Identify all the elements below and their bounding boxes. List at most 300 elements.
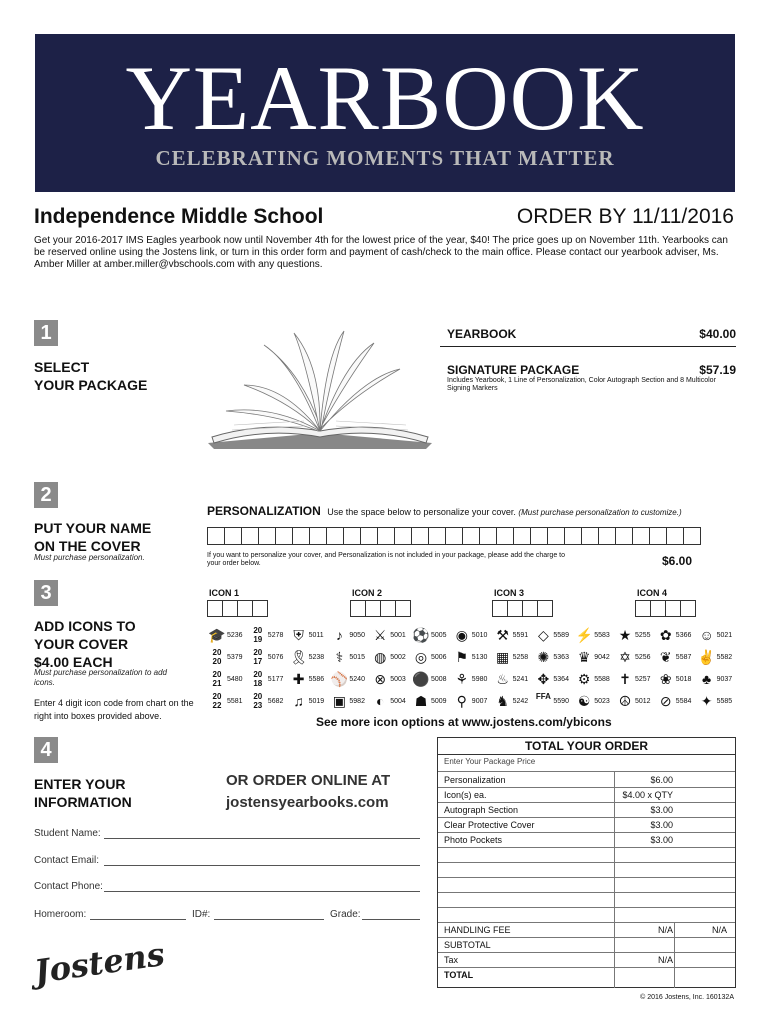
personalization-input-boxes[interactable] bbox=[207, 527, 700, 545]
icon-symbol-icon: ❦ bbox=[659, 649, 672, 665]
digit-box[interactable] bbox=[365, 600, 381, 617]
icon-option bbox=[329, 648, 365, 666]
icon-symbol-icon: ◎ bbox=[414, 649, 428, 665]
icon-1-label: ICON 1 bbox=[209, 588, 240, 598]
step-2-heading-line2: ON THE COVER bbox=[34, 538, 141, 554]
total-line-price: $3.00 bbox=[650, 835, 673, 845]
icon-option bbox=[370, 626, 406, 644]
icon-code: 9037 bbox=[716, 675, 733, 683]
icon-symbol-icon: 20 23 bbox=[253, 692, 263, 710]
icon-symbol-icon: ▦ bbox=[495, 649, 510, 665]
icon-symbol-icon: ⚲ bbox=[456, 693, 467, 709]
icon-3-boxes[interactable] bbox=[492, 600, 552, 617]
icon-symbol-icon: ✝ bbox=[619, 671, 631, 687]
personalization-desc: Use the space below to personalize your cover. bbox=[327, 507, 516, 517]
icon-option bbox=[493, 626, 529, 644]
icon-code: 5011 bbox=[308, 631, 324, 639]
icon-code: 5021 bbox=[716, 631, 733, 639]
icon-code: 5023 bbox=[594, 697, 610, 705]
icon-option bbox=[533, 626, 569, 644]
package-yearbook-price: $40.00 bbox=[699, 327, 736, 341]
digit-box[interactable] bbox=[395, 600, 411, 617]
icon-symbol-icon: ♛ bbox=[577, 649, 591, 665]
icon-3-label: ICON 3 bbox=[494, 588, 525, 598]
icon-option bbox=[615, 626, 651, 644]
icon-symbol-icon: ⚔ bbox=[373, 627, 387, 643]
personalization-desc-italic: (Must purchase personalization to customize.) bbox=[518, 508, 682, 517]
total-order-table bbox=[437, 737, 736, 988]
icon-code: 5241 bbox=[512, 675, 529, 683]
icon-option bbox=[697, 670, 733, 688]
step-3-note: Must purchase personalization to add icons. bbox=[34, 668, 167, 687]
digit-box[interactable] bbox=[222, 600, 238, 617]
letter-box[interactable] bbox=[275, 527, 293, 545]
icon-symbol-icon: ⊘ bbox=[659, 693, 672, 709]
icon-code: 9042 bbox=[594, 653, 610, 661]
total-line-label: Personalization bbox=[444, 775, 506, 785]
icon-symbol-icon: ◉ bbox=[455, 627, 468, 643]
icon-symbol-icon: ✦ bbox=[700, 693, 713, 709]
icon-symbol-icon: ♣ bbox=[702, 671, 712, 687]
letter-box[interactable] bbox=[564, 527, 582, 545]
contact-phone-label: Contact Phone: bbox=[34, 881, 103, 892]
icon-option bbox=[452, 670, 488, 688]
icon-symbol-icon: FFA bbox=[535, 692, 551, 701]
step-2-heading-line1: PUT YOUR NAME bbox=[34, 520, 152, 536]
icon-option bbox=[574, 692, 610, 710]
step-4-heading bbox=[34, 775, 132, 811]
letter-box[interactable] bbox=[241, 527, 259, 545]
icon-option bbox=[329, 670, 365, 688]
digit-box[interactable] bbox=[507, 600, 523, 617]
icon-symbol-icon: 20 20 bbox=[212, 648, 222, 666]
icon-code: 5585 bbox=[716, 697, 733, 705]
icon-symbol-icon: ✿ bbox=[659, 627, 672, 643]
icon-code: 5001 bbox=[390, 631, 406, 639]
icon-option bbox=[697, 626, 733, 644]
letter-box[interactable] bbox=[547, 527, 565, 545]
handling-fee-label: HANDLING FEE bbox=[444, 925, 511, 935]
divider bbox=[674, 923, 675, 988]
icon-code: 5008 bbox=[431, 675, 447, 683]
icon-option bbox=[656, 670, 692, 688]
icon-option bbox=[493, 692, 529, 710]
icon-option bbox=[452, 626, 488, 644]
icon-option bbox=[493, 670, 529, 688]
banner-title: YEARBOOK bbox=[125, 47, 645, 149]
handling-fee-row bbox=[438, 923, 735, 938]
icon-symbol-icon: ★ bbox=[618, 627, 632, 643]
letter-box[interactable] bbox=[649, 527, 667, 545]
divider bbox=[614, 772, 615, 988]
icon-code: 5584 bbox=[675, 697, 692, 705]
package-price-row[interactable] bbox=[438, 755, 735, 772]
icon-code: 5236 bbox=[227, 631, 243, 639]
personalization-fee-note: If you want to personalize your cover, and Personalization is not included in your package, please add the charge to your order below. bbox=[207, 552, 566, 567]
icon-symbol-icon: ⚒ bbox=[496, 627, 509, 643]
icon-option bbox=[289, 670, 325, 688]
letter-box[interactable] bbox=[326, 527, 344, 545]
icon-option bbox=[329, 626, 365, 644]
total-row[interactable] bbox=[438, 968, 735, 983]
icon-code: 5003 bbox=[390, 675, 406, 683]
letter-box[interactable] bbox=[343, 527, 361, 545]
step-3-heading-line2: YOUR COVER bbox=[34, 636, 129, 652]
icon-symbol-icon: 20 17 bbox=[253, 648, 263, 666]
letter-box[interactable] bbox=[411, 527, 429, 545]
icon-code: 5583 bbox=[594, 631, 610, 639]
subtotal-label: SUBTOTAL bbox=[444, 940, 491, 950]
icon-symbol-icon: 20 18 bbox=[253, 670, 263, 688]
open-book-image bbox=[204, 325, 436, 450]
icon-code: 5587 bbox=[675, 653, 692, 661]
package-yearbook-label: YEARBOOK bbox=[447, 327, 517, 341]
letter-box[interactable] bbox=[632, 527, 650, 545]
icon-option bbox=[411, 626, 447, 644]
icon-code: 5002 bbox=[390, 653, 406, 661]
icon-code: 5980 bbox=[471, 675, 488, 683]
student-name-field[interactable] bbox=[104, 838, 420, 839]
step-1-heading-line2: YOUR PACKAGE bbox=[34, 377, 148, 393]
icon-option bbox=[615, 692, 651, 710]
digit-box[interactable] bbox=[350, 600, 366, 617]
intro-text: Get your 2016-2017 IMS Eagles yearbook now until November 4th for the lowest price of the year, $40! The price goes up on November 11th. Yearbooks can be reserved online using the Jostens link, or turn in this order form and payment of cash/check to the main office. Please contact our yearbook adviser, Ms. Amber Miller at amber.miller@vbschools.com with any questions. bbox=[34, 235, 728, 270]
icon-code: 5258 bbox=[512, 653, 529, 661]
total-table-title: TOTAL YOUR ORDER bbox=[438, 738, 735, 755]
total-line-row[interactable] bbox=[438, 833, 735, 848]
icon-option bbox=[574, 670, 610, 688]
jostens-logo: Jostens bbox=[31, 935, 167, 991]
package-signature-desc: Includes Yearbook, 1 Line of Personalization, Color Autograph Section and 8 Multicolor Signing Markers bbox=[447, 377, 716, 392]
digit-box[interactable] bbox=[207, 600, 223, 617]
icon-code: 5586 bbox=[308, 675, 325, 683]
icon-symbol-icon: ⚾ bbox=[330, 671, 349, 687]
icon-code: 5242 bbox=[512, 697, 529, 705]
step-3-price: $4.00 EACH bbox=[34, 654, 113, 670]
icon-symbol-icon: 20 21 bbox=[212, 670, 222, 688]
total-line-price: $4.00 x QTY bbox=[622, 790, 673, 800]
letter-box[interactable] bbox=[479, 527, 497, 545]
total-line-price: $6.00 bbox=[650, 775, 673, 785]
letter-box[interactable] bbox=[462, 527, 480, 545]
step-4-number: 4 bbox=[34, 737, 58, 763]
icon-option bbox=[207, 670, 243, 688]
tax-value: N/A bbox=[657, 955, 673, 965]
icon-symbol-icon: ✌ bbox=[697, 649, 716, 665]
total-line-row[interactable] bbox=[438, 803, 735, 818]
step-2-heading bbox=[34, 519, 151, 555]
total-line-label: Clear Protective Cover bbox=[444, 820, 535, 830]
package-signature-label: SIGNATURE PACKAGE bbox=[447, 363, 580, 377]
icon-symbol-icon: ◍ bbox=[374, 649, 387, 665]
digit-box[interactable] bbox=[380, 600, 396, 617]
personalization-title-row bbox=[207, 504, 737, 518]
letter-box[interactable] bbox=[496, 527, 514, 545]
step-2-note: Must purchase personalization. bbox=[34, 553, 145, 562]
total-label: TOTAL bbox=[444, 970, 474, 980]
icon-symbol-icon: ✥ bbox=[537, 671, 550, 687]
personalization-fee: $6.00 bbox=[661, 554, 692, 568]
letter-box[interactable] bbox=[394, 527, 412, 545]
digit-box[interactable] bbox=[680, 600, 696, 617]
icon-symbol-icon: ✚ bbox=[292, 671, 305, 687]
icon-option bbox=[697, 648, 733, 666]
icon-code: 5255 bbox=[635, 631, 651, 639]
blank-row[interactable] bbox=[438, 878, 735, 893]
icon-symbol-icon: ⛨ bbox=[293, 627, 304, 643]
letter-box[interactable] bbox=[292, 527, 310, 545]
school-name: Independence Middle School bbox=[34, 205, 324, 228]
total-line-price: $3.00 bbox=[650, 805, 673, 815]
digit-box[interactable] bbox=[635, 600, 651, 617]
icon-code: 5379 bbox=[227, 653, 243, 661]
step-4-heading-line1: ENTER YOUR bbox=[34, 776, 126, 792]
icon-option bbox=[452, 648, 488, 666]
icon-code: 5364 bbox=[553, 675, 569, 683]
icon-option bbox=[533, 670, 569, 688]
icon-option bbox=[656, 692, 692, 710]
icon-option bbox=[289, 648, 325, 666]
letter-box[interactable] bbox=[513, 527, 531, 545]
contact-email-label: Contact Email: bbox=[34, 855, 100, 866]
icon-code: 5366 bbox=[675, 631, 692, 639]
icon-symbol-icon: ♞ bbox=[496, 693, 509, 709]
icon-option bbox=[615, 648, 651, 666]
icon-symbol-icon: ☮ bbox=[618, 693, 632, 709]
icon-option bbox=[248, 670, 284, 688]
icon-code: 9007 bbox=[471, 697, 488, 705]
icon-symbol-icon: ♫ bbox=[293, 693, 304, 709]
letter-box[interactable] bbox=[598, 527, 616, 545]
icon-code: 5076 bbox=[267, 653, 284, 661]
total-line-price: $3.00 bbox=[650, 820, 673, 830]
icon-code: 5004 bbox=[390, 697, 406, 705]
digit-box[interactable] bbox=[665, 600, 681, 617]
icon-option bbox=[411, 692, 447, 710]
digit-box[interactable] bbox=[237, 600, 253, 617]
letter-box[interactable] bbox=[377, 527, 395, 545]
letter-box[interactable] bbox=[615, 527, 633, 545]
letter-box[interactable] bbox=[360, 527, 378, 545]
personalization-title: PERSONALIZATION bbox=[207, 504, 321, 518]
letter-box[interactable] bbox=[683, 527, 701, 545]
total-line-row[interactable] bbox=[438, 818, 735, 833]
icon-option bbox=[452, 692, 488, 710]
icon-4-label: ICON 4 bbox=[637, 588, 668, 598]
letter-box[interactable] bbox=[207, 527, 225, 545]
icon-symbol-icon: 20 19 bbox=[253, 626, 263, 644]
icon-code: 5015 bbox=[349, 653, 365, 661]
icon-option bbox=[207, 648, 243, 666]
digit-box[interactable] bbox=[537, 600, 553, 617]
icon-code: 5010 bbox=[471, 631, 488, 639]
yearbook-banner bbox=[35, 34, 735, 192]
icon-symbol-icon: 🎓 bbox=[208, 627, 226, 643]
icon-code: 5238 bbox=[308, 653, 325, 661]
icon-code: 5130 bbox=[471, 653, 488, 661]
icon-option bbox=[656, 648, 692, 666]
contact-phone-field[interactable] bbox=[104, 891, 420, 892]
icon-symbol-icon: 20 22 bbox=[212, 692, 222, 710]
step-3-heading-line1: ADD ICONS TO bbox=[34, 618, 136, 634]
icon-code: 5589 bbox=[553, 631, 569, 639]
more-icons-link[interactable]: See more icon options at www.jostens.com/ybicons bbox=[316, 715, 612, 729]
package-signature-price: $57.19 bbox=[699, 363, 736, 377]
icon-code: 5006 bbox=[431, 653, 447, 661]
letter-box[interactable] bbox=[445, 527, 463, 545]
package-price-hint: Enter Your Package Price bbox=[444, 757, 536, 766]
order-deadline: ORDER BY 11/11/2016 bbox=[516, 205, 734, 228]
letter-box[interactable] bbox=[258, 527, 276, 545]
tax-label: Tax bbox=[444, 955, 459, 965]
icon-code: 5009 bbox=[431, 697, 447, 705]
icon-4-boxes[interactable] bbox=[635, 600, 695, 617]
step-1-heading-line1: SELECT bbox=[34, 359, 90, 375]
digit-box[interactable] bbox=[650, 600, 666, 617]
icon-symbol-icon: ◇ bbox=[538, 627, 549, 643]
step-4-heading-line2: INFORMATION bbox=[34, 794, 132, 810]
icon-symbol-icon: ⚑ bbox=[455, 649, 469, 665]
divider bbox=[440, 346, 736, 347]
icon-option bbox=[411, 648, 447, 666]
icon-symbol-icon: ☺ bbox=[699, 627, 714, 643]
order-online-label: OR ORDER ONLINE AT bbox=[226, 772, 391, 789]
icon-code: 5278 bbox=[267, 631, 284, 639]
icon-option bbox=[289, 626, 324, 644]
copyright: © 2016 Jostens, Inc. 160132A bbox=[640, 994, 734, 1001]
digit-box[interactable] bbox=[522, 600, 538, 617]
icon-option bbox=[533, 648, 569, 666]
icon-option bbox=[533, 692, 569, 710]
icon-option bbox=[574, 648, 610, 666]
icon-code: 5363 bbox=[553, 653, 569, 661]
letter-box[interactable] bbox=[224, 527, 242, 545]
step-3-instructions: Enter 4 digit icon code from chart on the right into boxes provided above. bbox=[34, 698, 194, 721]
icon-1-boxes[interactable] bbox=[207, 600, 267, 617]
icon-symbol-icon: ⚡ bbox=[575, 627, 593, 643]
icon-symbol-icon: ⚽ bbox=[412, 627, 430, 643]
icon-code: 9050 bbox=[349, 631, 365, 639]
step-2-number: 2 bbox=[34, 482, 58, 508]
letter-box[interactable] bbox=[309, 527, 327, 545]
digit-box[interactable] bbox=[492, 600, 508, 617]
step-3-number: 3 bbox=[34, 580, 58, 606]
icon-option bbox=[411, 670, 447, 688]
letter-box[interactable] bbox=[666, 527, 684, 545]
grade-field[interactable] bbox=[362, 919, 420, 920]
tax-row[interactable] bbox=[438, 953, 735, 968]
icon-code: 5590 bbox=[553, 697, 569, 705]
icon-code: 5682 bbox=[267, 697, 284, 705]
icon-symbol-icon: ⚙ bbox=[577, 671, 591, 687]
icon-symbol-icon: ✡ bbox=[619, 649, 631, 665]
total-line-label: Autograph Section bbox=[444, 805, 519, 815]
step-3-heading bbox=[34, 617, 136, 671]
icon-code: 5591 bbox=[512, 631, 529, 639]
grade-label: Grade: bbox=[330, 909, 361, 920]
icon-symbol-icon: ⚫ bbox=[412, 671, 430, 687]
icon-code: 5582 bbox=[716, 653, 733, 661]
icon-option bbox=[207, 692, 243, 710]
icon-code: 5256 bbox=[635, 653, 651, 661]
icon-option bbox=[493, 648, 529, 666]
icon-option bbox=[370, 648, 406, 666]
icon-symbol-icon: ⊗ bbox=[374, 671, 387, 687]
icon-option bbox=[289, 692, 325, 710]
icon-code: 5240 bbox=[349, 675, 365, 683]
icon-code: 5019 bbox=[308, 697, 325, 705]
icon-symbol-icon: ☗ bbox=[414, 693, 428, 709]
homeroom-field[interactable] bbox=[90, 919, 186, 920]
handling-fee-value: N/A bbox=[657, 925, 673, 935]
total-line-row[interactable] bbox=[438, 773, 735, 788]
icon-option bbox=[656, 626, 692, 644]
step-1-heading bbox=[34, 358, 147, 394]
icon-symbol-icon: 🎗 bbox=[289, 649, 308, 665]
icon-code: 5012 bbox=[635, 697, 651, 705]
icon-symbol-icon: ♪ bbox=[335, 627, 343, 643]
icon-option bbox=[248, 648, 284, 666]
blank-row[interactable] bbox=[438, 908, 735, 923]
digit-box[interactable] bbox=[252, 600, 268, 617]
icon-option bbox=[248, 692, 284, 710]
icon-symbol-icon: ♨ bbox=[496, 671, 509, 687]
icon-option bbox=[329, 692, 365, 710]
icon-code: 5177 bbox=[267, 675, 284, 683]
icon-option bbox=[697, 692, 733, 710]
icon-chart bbox=[207, 626, 737, 716]
homeroom-label: Homeroom: bbox=[34, 909, 87, 920]
icon-symbol-icon: ◐ bbox=[375, 693, 385, 709]
icon-code: 5581 bbox=[227, 697, 243, 705]
blank-row[interactable] bbox=[438, 893, 735, 908]
icon-option bbox=[248, 626, 284, 644]
icon-2-boxes[interactable] bbox=[350, 600, 410, 617]
icon-symbol-icon: ❀ bbox=[659, 671, 672, 687]
icon-code: 5588 bbox=[594, 675, 610, 683]
subtotal-row[interactable] bbox=[438, 938, 735, 953]
icon-code: 5018 bbox=[675, 675, 692, 683]
icon-symbol-icon: ☯ bbox=[577, 693, 591, 709]
blank-row[interactable] bbox=[438, 863, 735, 878]
total-line-label: Icon(s) ea. bbox=[444, 790, 487, 800]
icon-symbol-icon: ⚘ bbox=[455, 671, 469, 687]
contact-email-field[interactable] bbox=[104, 865, 420, 866]
icon-symbol-icon: ▣ bbox=[332, 693, 346, 709]
icon-code: 5005 bbox=[431, 631, 447, 639]
banner-subtitle: CELEBRATING MOMENTS THAT MATTER bbox=[155, 146, 615, 170]
id-label: ID#: bbox=[192, 909, 211, 920]
total-line-row[interactable] bbox=[438, 788, 735, 803]
icon-option bbox=[574, 626, 610, 644]
letter-box[interactable] bbox=[428, 527, 446, 545]
icon-option bbox=[370, 670, 406, 688]
total-line-label: Photo Pockets bbox=[444, 835, 503, 845]
handling-fee-value-2: N/A bbox=[711, 925, 727, 935]
icon-symbol-icon: ✺ bbox=[537, 649, 550, 665]
icon-code: 5480 bbox=[227, 675, 243, 683]
letter-box[interactable] bbox=[581, 527, 599, 545]
icon-code: 5257 bbox=[635, 675, 651, 683]
letter-box[interactable] bbox=[530, 527, 548, 545]
id-field[interactable] bbox=[214, 919, 324, 920]
icon-option bbox=[370, 692, 406, 710]
blank-row[interactable] bbox=[438, 848, 735, 863]
icon-option bbox=[615, 670, 651, 688]
student-name-label: Student Name: bbox=[34, 828, 101, 839]
order-online-url[interactable]: jostensyearbooks.com bbox=[226, 794, 389, 811]
icon-code: 5982 bbox=[349, 697, 365, 705]
